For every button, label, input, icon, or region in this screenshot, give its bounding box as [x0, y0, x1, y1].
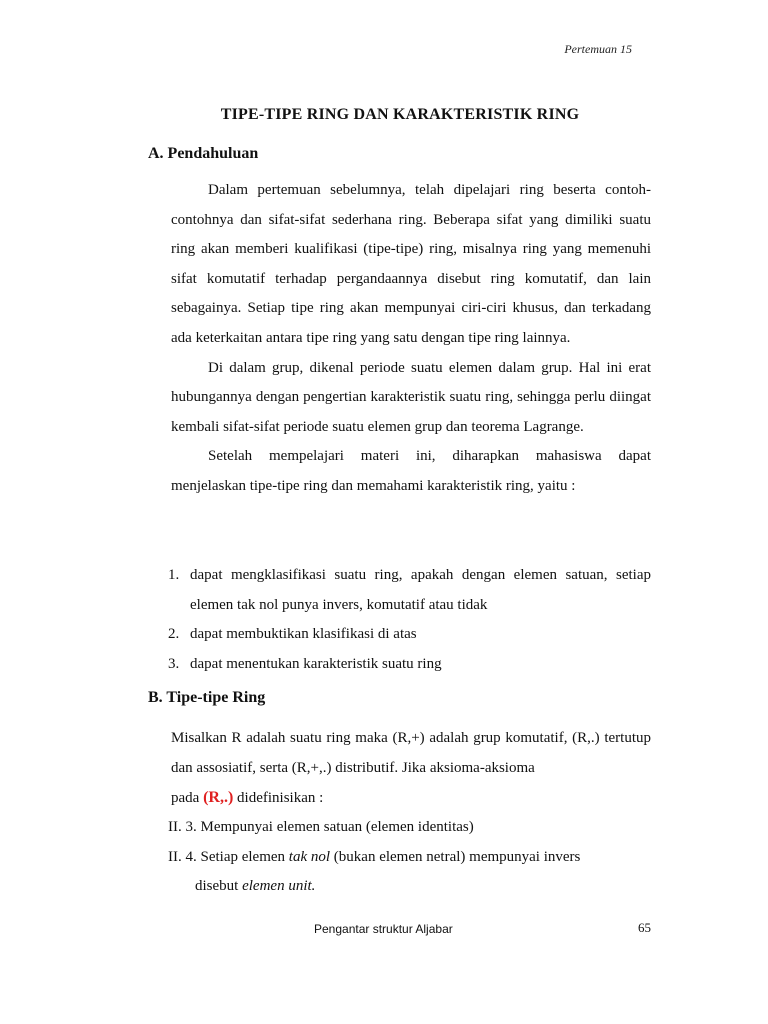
text-suffix: didefinisikan : — [233, 790, 324, 807]
objectives-list — [168, 561, 651, 679]
axiom-ii4-line-2 — [168, 872, 658, 902]
axiom-ii4-suffix: (bukan elemen netral) mempunyai invers — [330, 848, 581, 865]
list-text: dapat menentukan karakteristik suatu ring — [190, 655, 442, 672]
axiom-ii4 — [168, 843, 658, 873]
list-text: dapat membuktikan klasifikasi di atas — [190, 626, 417, 643]
list-number: 3. — [168, 655, 180, 672]
list-item — [168, 561, 651, 620]
section-b-paragraph-1-end — [171, 783, 651, 814]
section-a-paragraph-2: Di dalam grup, dikenal periode suatu elemen dalam grup. Hal ini erat hubungannya dengan pengertian karakteristik suatu ring, sehingga perlu diingat kembali sifat-sifat periode suatu elemen grup dan teorema Lagrange. — [171, 359, 651, 435]
list-text: dapat mengklasifikasi suatu ring, apakah dengan elemen satuan, setiap elemen tak nol punya invers, komutatif atau tidak — [190, 567, 651, 613]
text-prefix: pada — [171, 790, 204, 807]
axiom-ii4-line2-prefix: disebut — [195, 878, 243, 895]
section-a-paragraph-3: Setelah mempelajari materi ini, diharapkan mahasiswa dapat menjelaskan tipe-tipe ring dan memahami karakteristik ring, yaitu : — [171, 448, 651, 494]
section-a-heading: A. Pendahuluan — [148, 145, 259, 162]
elemen-unit-term: elemen unit. — [242, 878, 316, 895]
footer-book-title: Pengantar struktur Aljabar — [314, 922, 453, 936]
highlighted-structure: (R,.) — [203, 789, 234, 807]
list-item — [168, 650, 651, 680]
section-a-body — [171, 176, 651, 502]
running-header: Pertemuan 15 — [564, 42, 632, 56]
axioms-block — [168, 813, 658, 902]
list-number: 1. — [168, 567, 180, 583]
section-b-body — [171, 724, 651, 814]
section-b-paragraph-1: Misalkan R adalah suatu ring maka (R,+) adalah grup komutatif, (R,.) tertutup dan assosiatif, serta (R,+,.) distributif. Jika aksioma-aksioma — [171, 730, 651, 776]
page-title: TIPE-TIPE RING DAN KARAKTERISTIK RING — [220, 106, 580, 123]
axiom-ii4-italic: tak nol — [288, 848, 331, 865]
list-number: 2. — [168, 626, 180, 643]
footer-page-number: 65 — [638, 920, 651, 935]
axiom-ii4-prefix: II. 4. Setiap elemen — [168, 848, 289, 865]
list-item — [168, 620, 651, 650]
section-a-paragraph-1: Dalam pertemuan sebelumnya, telah dipelajari ring beserta contoh-contohnya dan sifat-sifat sederhana ring. Beberapa sifat yang dimiliki suatu ring akan memberi kualifikasi (tipe-tipe) ring, misalnya ring yang memenuhi sifat komutatif terhadap pergandaannya disebut ring komutatif, dan lain sebagainya. Setiap tipe ring akan mempunyai ciri-ciri khusus, dan terkadang ada keterkaitan antara tipe ring yang satu dengan tipe ring lainnya. — [171, 182, 651, 346]
axiom-ii3: II. 3. Mempunyai elemen satuan (elemen identitas) — [168, 819, 474, 835]
section-b-heading: B. Tipe-tipe Ring — [148, 689, 266, 706]
